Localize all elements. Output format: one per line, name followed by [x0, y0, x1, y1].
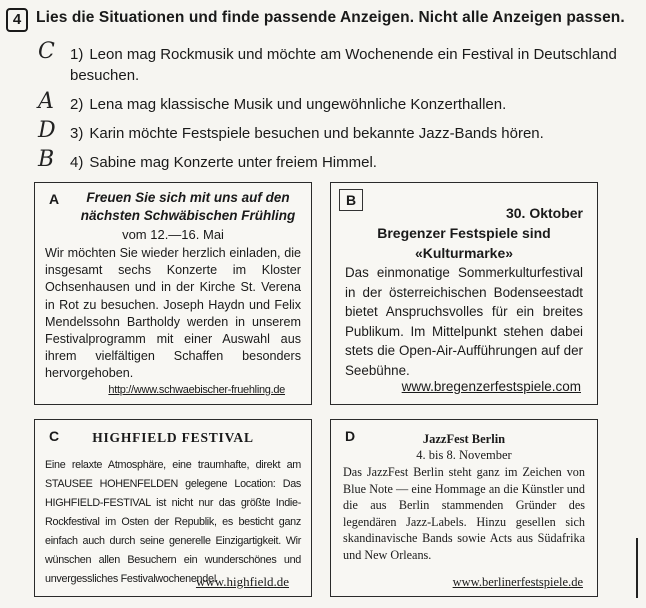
item-text: Karin möchte Festspiele besuchen und bekannte Jazz-Bands hören.	[89, 125, 544, 142]
ad-b	[330, 182, 598, 405]
ad-body: Eine relaxte Atmosphäre, eine traumhafte, direkt am STAUSEE HOHENFELDEN gelegene Location: Das HIGHFIELD-FESTIVAL ist nicht nur das größte Indie-Rockfestival im Osten der Republik, es besticht ganz einfach auch durch seine generelle Einzigartigkeit. Wir wünschen allen Besuchern ein wunderschönes und unvergessliches Festivalwochenende!	[45, 459, 301, 585]
ad-url[interactable]: www.highfield.de	[195, 574, 289, 589]
ad-url[interactable]: http://www.schwaebischer-fruehling.de	[108, 384, 285, 396]
item-number: 4)	[70, 154, 84, 171]
situation-item	[30, 89, 620, 115]
ad-d	[330, 419, 598, 597]
ad-url[interactable]: www.berlinerfestspiele.de	[452, 575, 583, 589]
ad-date: 30. Oktober	[505, 205, 583, 221]
handwritten-answer: B	[38, 147, 55, 172]
situation-list	[30, 39, 620, 181]
task-instruction: Lies die Situationen und finde passende Anzeigen. Nicht alle Anzeigen passen.	[36, 9, 625, 26]
ad-title: HIGHFIELD FESTIVAL	[92, 430, 254, 445]
item-text: Leon mag Rockmusik und möchte am Wochenende ein Festival in Deutschland besuchen.	[70, 46, 617, 84]
item-number: 3)	[70, 125, 84, 142]
item-text: Sabine mag Konzerte unter freiem Himmel.	[89, 154, 377, 171]
situation-item	[30, 39, 620, 86]
ad-body: Das JazzFest Berlin steht ganz im Zeichen von Blue Note — eine Hommage an die Künstler und die aus Berlin stammenden Gründer des legendären Jazz-Labels. Hinzu gesellen sich skandinavische Bands sowie Acts aus Südafrika und New Orleans.	[343, 465, 585, 562]
ad-date: vom 12.—16. Mai	[122, 227, 224, 242]
item-number: 2)	[70, 96, 84, 113]
ad-c	[34, 419, 312, 597]
ad-body: Das einmonatige Sommerkulturfestival in der österreichischen Bodenseestadt bietet Anspruchsvolles für ein breites Publikum. Im Mittelpunkt stehen dabei stets die Open-Air-Aufführungen auf der Seebühne.	[345, 265, 583, 378]
handwritten-answer: C	[38, 39, 55, 64]
ad-letter: A	[48, 191, 60, 207]
ad-letter: D	[344, 428, 356, 444]
ad-title: Freuen Sie sich mit uns auf den nächsten Schwäbischen Frühling	[80, 190, 296, 223]
item-number: 1)	[70, 46, 84, 63]
ad-title: Bregenzer Festspiele sind «Kulturmarke»	[377, 225, 551, 261]
situation-item	[30, 118, 620, 144]
page-edge-mark	[636, 538, 638, 598]
handwritten-answer: D	[38, 118, 56, 143]
ad-date: 4. bis 8. November	[416, 448, 512, 462]
task-header	[6, 8, 636, 30]
ad-letter: B	[339, 189, 363, 211]
ad-body: Wir möchten Sie wieder herzlich einladen, die insgesamt sechs Konzerte im Kloster Ochsenhausen und in der Kirche St. Verena in Rot zu besuchen. Joseph Haydn und Felix Mendelssohn Bartholdy werden in unserem Festivalprogramm mit einer Auswahl aus ihrem vielfältigen Schaffen besonders hervorgehoben.	[45, 246, 301, 381]
ad-title: JazzFest Berlin	[422, 432, 506, 446]
handwritten-answer: A	[38, 89, 54, 114]
task-number: 4	[6, 8, 28, 32]
situation-item	[30, 147, 620, 173]
ad-a	[34, 182, 312, 405]
ad-letter: C	[48, 428, 60, 444]
item-text: Lena mag klassische Musik und ungewöhnliche Konzerthallen.	[89, 96, 507, 113]
ad-url[interactable]: www.bregenzerfestspiele.com	[401, 379, 581, 394]
